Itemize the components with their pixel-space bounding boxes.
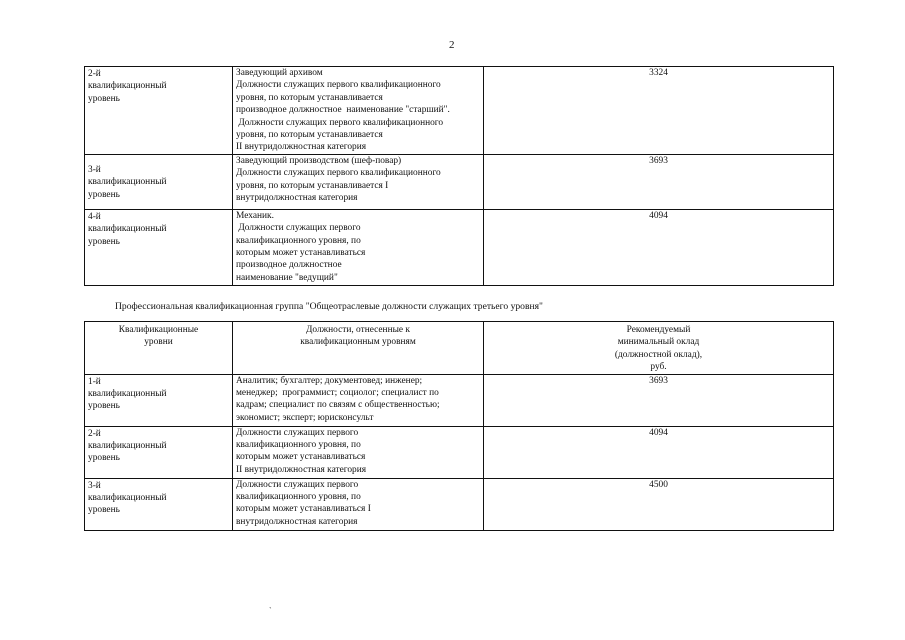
- level-line: уровень: [88, 453, 120, 464]
- position-line: Должности служащих первого квалификационного: [236, 117, 444, 128]
- header-line: руб.: [650, 362, 667, 373]
- level-cell: [85, 426, 233, 478]
- level-line: уровень: [88, 236, 120, 247]
- position-line: Должности служащих первого: [236, 223, 361, 234]
- level-line: уровень: [88, 505, 120, 516]
- table-row: [85, 154, 834, 209]
- qualification-table-continued: [84, 66, 834, 286]
- level-line: 2-й: [88, 428, 101, 439]
- level-cell: [85, 67, 233, 155]
- position-line: которым может устанавливаться: [236, 248, 366, 259]
- header-salary: [484, 322, 834, 375]
- level-line: квалификационный: [88, 224, 167, 235]
- level-line: 3-й: [88, 480, 101, 491]
- position-line: уровня, по которым устанавливается: [236, 92, 383, 103]
- position-line: менеджер; программист; социолог; специалист по: [236, 388, 439, 399]
- positions-cell: [233, 426, 484, 478]
- positions-cell: [233, 209, 484, 285]
- salary-cell: [484, 154, 834, 209]
- position-line: производное должностное: [236, 260, 342, 271]
- table-row: [85, 67, 834, 155]
- level-line: уровень: [88, 93, 120, 104]
- positions-cell: [233, 478, 484, 530]
- position-line: Заведующий архивом: [236, 68, 323, 78]
- position-line: II внутридолжностная категория: [236, 464, 367, 475]
- table-row: [85, 478, 834, 530]
- header-line: квалификационным уровням: [300, 337, 416, 348]
- qualification-table-third-level: [84, 321, 834, 531]
- salary-value: 4500: [649, 479, 668, 490]
- section-title: Профессиональная квалификационная группа "Общеотраслевые должности служащих третьего уровня": [115, 301, 543, 312]
- salary-value: 4094: [649, 210, 668, 221]
- level-line: квалификационный: [88, 177, 167, 188]
- position-line: которым может устанавливаться: [236, 452, 366, 463]
- position-line: Механик.: [236, 210, 274, 221]
- header-line: Рекомендуемый: [626, 325, 691, 335]
- position-line: Должности служащих первого: [236, 479, 359, 490]
- position-line: квалификационного уровня, по: [236, 440, 361, 451]
- level-line: 4-й: [88, 211, 101, 222]
- salary-cell: [484, 209, 834, 285]
- position-line: производное должностное наименование "старший".: [236, 105, 450, 116]
- salary-cell: [484, 426, 834, 478]
- level-line: квалификационный: [88, 389, 167, 400]
- level-line: квалификационный: [88, 81, 167, 92]
- header-line: (должностной оклад),: [614, 349, 703, 360]
- position-line: уровня, по которым устанавливается: [236, 130, 383, 141]
- salary-value: 3693: [649, 155, 668, 166]
- level-line: 3-й: [88, 164, 101, 175]
- header-line: Квалификационные: [118, 325, 199, 335]
- position-line: кадрам; специалист по связям с общественностью;: [236, 400, 440, 411]
- salary-value: 3324: [649, 68, 668, 78]
- position-line: внутридолжностная категория: [236, 516, 358, 527]
- header-positions: [233, 322, 484, 375]
- level-line: уровень: [88, 401, 120, 412]
- position-line: уровня, по которым устанавливается I: [236, 180, 389, 191]
- level-cell: [85, 154, 233, 209]
- table-row: [85, 426, 834, 478]
- salary-cell: [484, 374, 834, 426]
- position-line: внутридолжностная категория: [236, 193, 358, 204]
- level-line: уровень: [88, 189, 120, 200]
- table-row: [85, 209, 834, 285]
- stray-mark: `: [269, 606, 272, 615]
- position-line: наименование "ведущий": [236, 272, 338, 283]
- page-number: 2: [449, 39, 455, 51]
- salary-value: 4094: [649, 427, 668, 438]
- table-header-row: [85, 322, 834, 375]
- positions-cell: [233, 154, 484, 209]
- level-line: 1-й: [88, 376, 101, 387]
- position-line: которым может устанавливаться I: [236, 504, 371, 515]
- header-line: минимальный оклад: [617, 337, 700, 348]
- salary-cell: [484, 478, 834, 530]
- level-cell: [85, 209, 233, 285]
- position-line: Должности служащих первого квалификационного: [236, 168, 441, 179]
- level-line: квалификационный: [88, 441, 167, 452]
- position-line: квалификационного уровня, по: [236, 235, 361, 246]
- table-row: [85, 374, 834, 426]
- level-cell: [85, 478, 233, 530]
- position-line: Аналитик; бухгалтер; документовед; инженер;: [236, 375, 423, 386]
- level-line: 2-й: [88, 69, 101, 79]
- level-cell: [85, 374, 233, 426]
- positions-cell: [233, 67, 484, 155]
- header-line: Должности, отнесенные к: [306, 325, 410, 335]
- positions-cell: [233, 374, 484, 426]
- salary-value: 3693: [649, 375, 668, 386]
- position-line: II внутридолжностная категория: [236, 142, 367, 153]
- level-line: квалификационный: [88, 493, 167, 504]
- header-level: [85, 322, 233, 375]
- header-line: уровни: [144, 337, 173, 348]
- position-line: Должности служащих первого квалификационного: [236, 80, 441, 91]
- salary-cell: [484, 67, 834, 155]
- position-line: экономист; эксперт; юрисконсульт: [236, 412, 374, 423]
- position-line: Должности служащих первого: [236, 427, 359, 438]
- position-line: квалификационного уровня, по: [236, 492, 361, 503]
- position-line: Заведующий производством (шеф-повар): [236, 155, 402, 166]
